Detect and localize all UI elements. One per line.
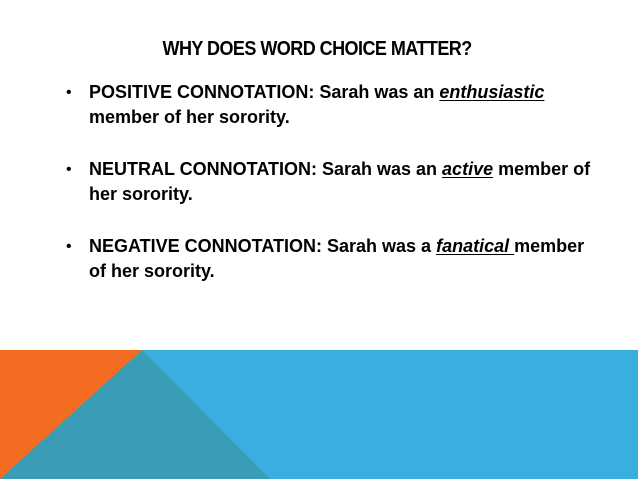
bullet-text: member of her sorority. [89,236,585,281]
example-word: active [442,159,494,179]
bullet-list [66,80,606,311]
bullet-text: member of her sorority. [89,159,591,204]
bullet-text: Sarah was a [322,236,437,256]
bullet-marker: • [66,238,72,255]
bullet-neutral [66,157,606,207]
example-word: enthusiastic [439,82,545,102]
bullet-marker: • [66,161,72,178]
bullet-text: member of her sorority. [89,107,290,127]
bullet-text: Sarah was an [316,159,443,179]
bullet-label: POSITIVE CONNOTATION: [89,82,315,102]
bullet-marker: • [66,84,72,101]
bullet-text: Sarah was an [314,82,440,102]
example-word: fanatical [436,236,515,256]
bullet-positive [66,80,606,130]
decorative-footer [0,350,638,479]
bullet-negative [66,234,606,284]
bullet-label: NEUTRAL CONNOTATION: [89,159,317,179]
bullet-label: NEGATIVE CONNOTATION: [89,236,322,256]
slide-title: WHY DOES WORD CHOICE MATTER? [162,38,472,60]
